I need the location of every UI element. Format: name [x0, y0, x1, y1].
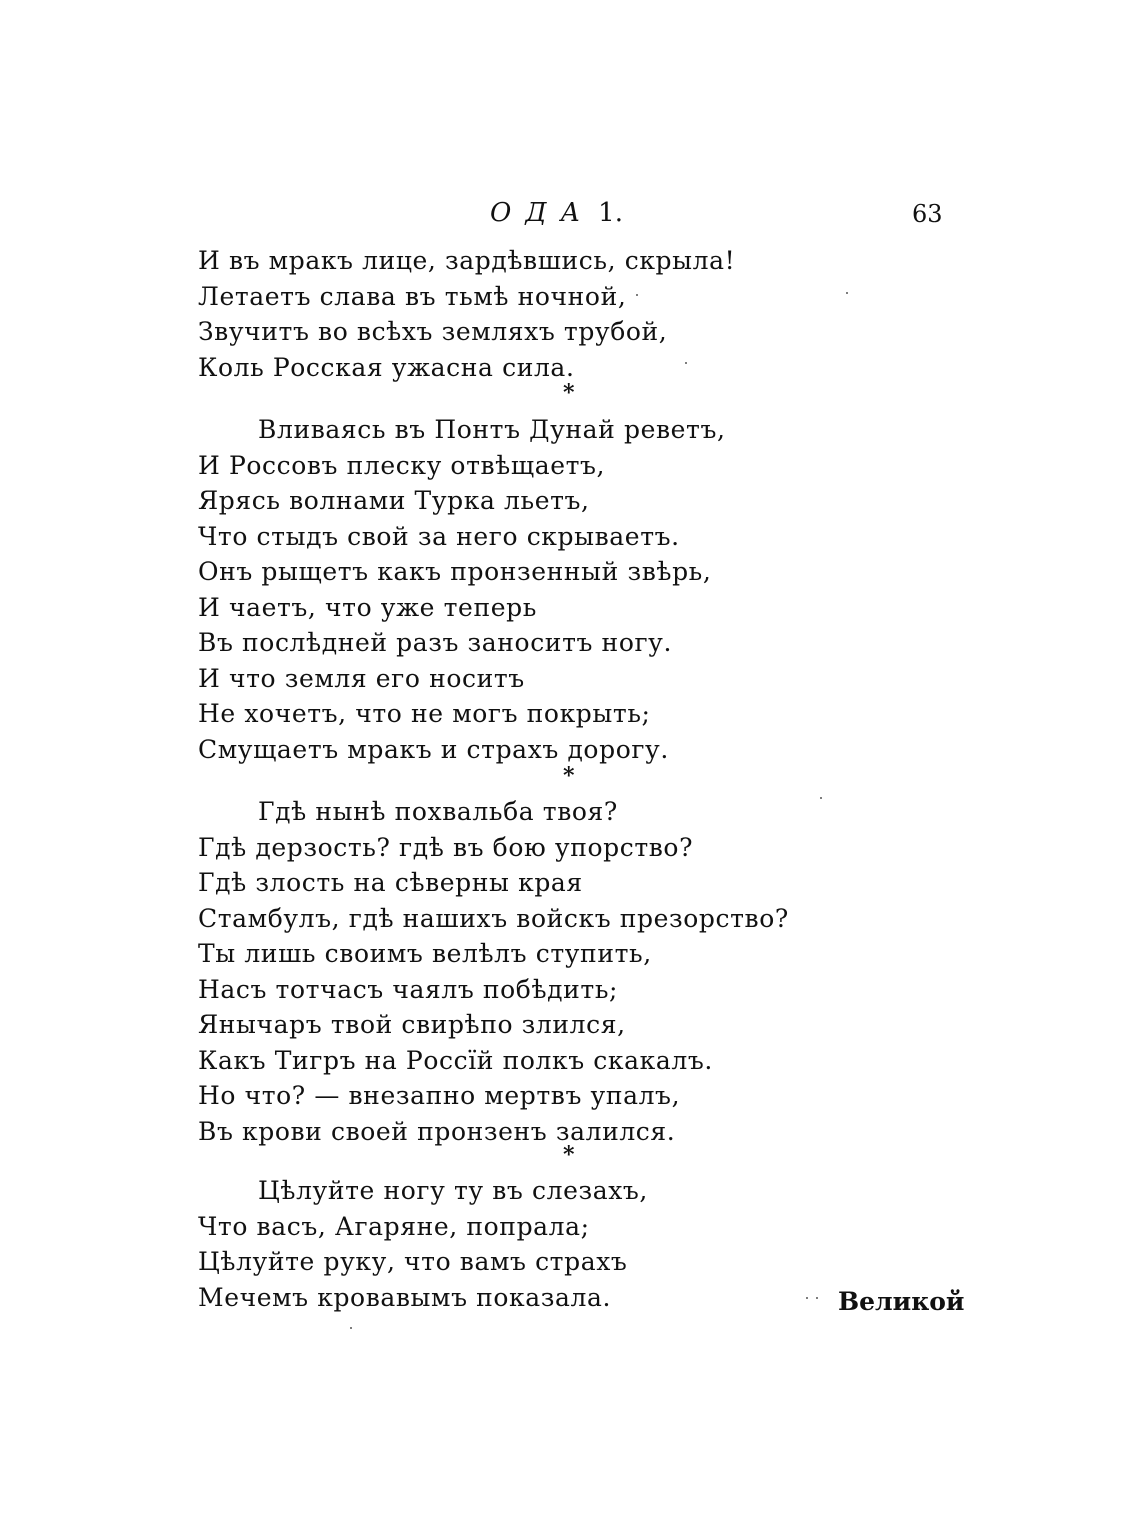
verse-line: Ты лишь своимъ велѣлъ ступить, — [198, 939, 652, 968]
scan-speck — [846, 292, 848, 294]
stanza-separator: * — [563, 1142, 575, 1168]
verse-line: Звучитъ во всѣхъ земляхъ трубой, — [198, 317, 668, 346]
verse-line: И Россовъ плеску отвѣщаетъ, — [198, 450, 606, 480]
stanza-4 — [198, 1173, 648, 1315]
verse-line: Что васъ, Агаряне, попрала; — [198, 1211, 590, 1241]
verse-line: Гдѣ дерзость? гдѣ въ бою упорство? — [198, 832, 694, 862]
verse-line: Что стыдъ свой за него скрываетъ. — [198, 521, 680, 551]
stanza-separator: * — [563, 380, 575, 406]
verse-line: Но что? — внезапно мертвъ упалъ, — [198, 1081, 681, 1110]
verse-line: Вливаясь въ Понтъ Дунай реветъ, — [258, 415, 726, 444]
stanza-3 — [198, 794, 789, 1149]
verse-line: И въ мракъ лице, зардѣвшись, скрыла! — [198, 246, 736, 275]
verse-line: Гдѣ злость на сѣверны края — [198, 868, 583, 897]
verse-line: Коль Росская ужасна сила. — [198, 352, 575, 382]
verse-line: И что земля его носитъ — [198, 663, 525, 693]
verse-line: Онъ рыщетъ какъ пронзенный звѣрь, — [198, 557, 712, 586]
verse-line: Янычаръ твой свирѣпо злился, — [198, 1010, 626, 1039]
verse-line: Ярясь волнами Турка льетъ, — [198, 486, 590, 515]
stanza-separator: * — [563, 763, 575, 789]
stanza-1 — [198, 243, 735, 385]
scan-speck — [685, 362, 687, 364]
verse-line: Стамбулъ, гдѣ нашихъ войскъ презорство? — [198, 903, 789, 933]
scan-speck — [820, 797, 822, 799]
verse-line: Смущаетъ мракъ и страхъ дорогу. — [198, 734, 669, 764]
verse-line: Въ послѣдней разъ заноситъ ногу. — [198, 628, 673, 657]
verse-line: Не хочетъ, что не могъ покрыть; — [198, 699, 651, 728]
verse-line: Какъ Тигръ на Россїй полкъ скакалъ. — [198, 1045, 713, 1075]
scan-speck — [816, 1297, 818, 1299]
verse-line: Летаетъ слава въ тьмѣ ночной, — [198, 281, 627, 311]
scan-speck — [806, 1297, 808, 1299]
verse-line: Цѣлуйте руку, что вамъ страхъ — [198, 1247, 628, 1276]
verse-line: Гдѣ нынѣ похвальба твоя? — [258, 797, 618, 826]
scan-speck — [350, 1327, 352, 1329]
scan-speck — [636, 294, 638, 296]
verse-line: Цѣлуйте ногу ту въ слезахъ, — [258, 1176, 648, 1205]
page-number: 63 — [912, 200, 943, 228]
running-head — [490, 198, 623, 228]
stanza-2 — [198, 412, 726, 767]
verse-line: И чаетъ, что уже теперь — [198, 592, 537, 622]
verse-line: Мечемъ кровавымъ показала. — [198, 1282, 612, 1312]
ode-number: 1. — [598, 198, 623, 228]
verse-line: Въ крови своей пронзенъ залился. — [198, 1116, 676, 1146]
running-title: ОДА — [490, 198, 595, 228]
verse-line: Насъ тотчасъ чаялъ побѣдить; — [198, 974, 619, 1004]
catchword: Великой — [838, 1287, 965, 1316]
